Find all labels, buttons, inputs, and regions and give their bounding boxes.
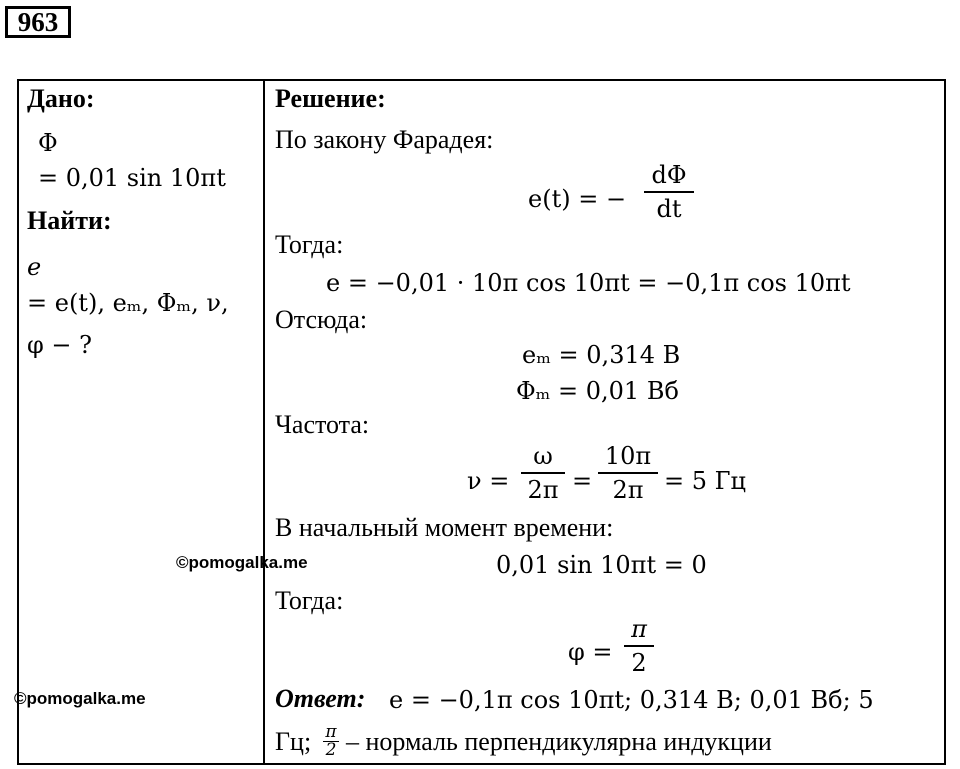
fraction-bar xyxy=(598,472,658,474)
answer-line-1: e = −0,1π cos 10πt; 0,314 В; 0,01 Вб; 5 xyxy=(389,686,874,714)
find-e: e xyxy=(27,253,42,281)
given-heading: Дано: xyxy=(27,84,95,113)
nu-denominator-1: 2π xyxy=(527,476,559,504)
nu-denominator-2: 2π xyxy=(612,476,644,504)
phi-numerator: π xyxy=(631,615,647,643)
nu-result: = 5 Гц xyxy=(664,467,746,495)
initial-moment-label: В начальный момент времени: xyxy=(275,513,614,542)
hence-label: Отсюда: xyxy=(275,305,368,334)
answer-label: Ответ: xyxy=(275,684,366,713)
faraday-fraction xyxy=(644,160,694,224)
answer-line-2-start: Гц; xyxy=(275,727,312,756)
em-formula: eₘ = 0,314 В xyxy=(522,341,681,369)
answer-fraction-numerator: π xyxy=(325,722,337,742)
given-phi-symbol: Φ xyxy=(38,129,58,157)
then-label-1: Тогда: xyxy=(275,230,344,259)
nu-lhs: ν = xyxy=(467,467,510,495)
fraction-bar xyxy=(644,191,694,193)
answer-line-2-end: – нормаль перпендикулярна индукции xyxy=(346,727,772,756)
nu-numerator-2: 10π xyxy=(604,442,652,470)
faraday-numerator: dΦ xyxy=(651,161,687,189)
find-phi: φ − ? xyxy=(27,331,93,359)
phim-formula: Φₘ = 0,01 Вб xyxy=(516,377,679,405)
emf-formula: e = −0,01 · 10π cos 10πt = −0,1π cos 10πt xyxy=(326,269,851,297)
find-heading: Найти: xyxy=(27,206,112,235)
initial-formula: 0,01 sin 10πt = 0 xyxy=(496,551,707,579)
faraday-denominator: dt xyxy=(656,195,682,223)
answer-fraction xyxy=(323,724,339,759)
then-label-2: Тогда: xyxy=(275,586,344,615)
frequency-label: Частота: xyxy=(275,410,370,439)
answer-fraction-denominator: 2 xyxy=(325,740,337,760)
problem-number: 963 xyxy=(5,6,71,38)
phi-lhs: φ = xyxy=(568,638,613,666)
column-divider xyxy=(263,79,265,765)
nu-equals: = xyxy=(572,467,593,495)
fraction-bar xyxy=(624,645,654,647)
nu-fraction-2 xyxy=(598,441,658,505)
find-list: = e(t), eₘ, Φₘ, ν, xyxy=(27,289,229,317)
watermark: ©pomogalka.me xyxy=(14,689,146,708)
solution-heading: Решение: xyxy=(275,84,386,113)
phi-fraction xyxy=(624,614,654,678)
watermark: ©pomogalka.me xyxy=(176,553,308,572)
fraction-bar xyxy=(521,472,565,474)
given-phi-formula: = 0,01 sin 10πt xyxy=(38,164,226,192)
nu-fraction-1 xyxy=(521,441,565,505)
faraday-lhs: e(t) = − xyxy=(528,185,627,213)
faraday-label: По закону Фарадея: xyxy=(275,125,494,154)
phi-denominator: 2 xyxy=(631,649,647,677)
nu-numerator-1: ω xyxy=(533,442,553,470)
